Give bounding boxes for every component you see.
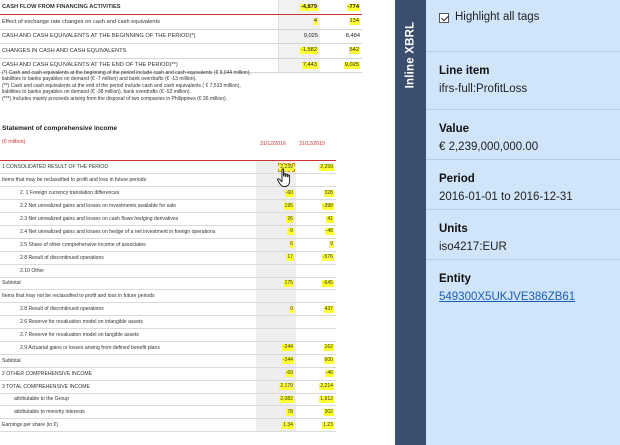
xbrl-tag[interactable]: 9: [330, 241, 333, 248]
value-cell-current: [256, 419, 296, 432]
xbrl-tag[interactable]: -46: [325, 370, 333, 377]
value-cell-prior: [320, 0, 362, 15]
row-label: Items that may not be reclassified to profit and loss in future periods: [0, 290, 256, 303]
value-text: 9,025: [303, 33, 318, 40]
comprehensive-income-table: [0, 161, 336, 432]
value-cell-current: [256, 406, 296, 419]
row-label: 2.3 Net unrealized gains and losses on cash flows hedging derivatives: [0, 213, 256, 226]
value-cell-prior: [296, 225, 336, 238]
xbrl-tag[interactable]: -398: [322, 202, 333, 209]
period-value: 2016-01-01 to 2016-12-31: [439, 191, 573, 203]
value-cell-current: [256, 290, 296, 303]
checkbox-checked-icon[interactable]: [439, 13, 449, 23]
xbrl-tag[interactable]: -48: [325, 228, 333, 235]
xbrl-tag[interactable]: 26: [287, 215, 293, 222]
value-cell-prior: [296, 380, 336, 393]
xbrl-tag[interactable]: -774: [347, 3, 359, 10]
xbrl-tag[interactable]: 302: [324, 408, 333, 415]
table-row: [0, 213, 336, 226]
row-label: CASH AND CASH EQUIVALENTS AT THE BEGINNING OF THE PERIOD(*): [0, 29, 278, 44]
units-label: Units: [439, 223, 468, 235]
table-row: [0, 29, 362, 44]
xbrl-tag[interactable]: -576: [322, 254, 333, 261]
table-row: [0, 393, 336, 406]
value-cell-prior: [296, 264, 336, 277]
soci-unit: (€ million): [2, 139, 26, 145]
value-cell-prior: [296, 393, 336, 406]
xbrl-tag[interactable]: 2,170: [280, 383, 293, 390]
panel-body: [426, 0, 620, 445]
xbrl-tag[interactable]: 2,214: [320, 383, 333, 390]
row-label: 2.8 Result of discontinued operations: [0, 303, 256, 316]
value-cell-prior: [296, 329, 336, 342]
period-section: [426, 160, 620, 210]
value-label: Value: [439, 123, 470, 135]
value-cell-prior: [296, 213, 336, 226]
units-value: iso4217:EUR: [439, 241, 507, 253]
value-cell-current: [256, 225, 296, 238]
row-label: Subtotal: [0, 354, 256, 367]
xbrl-tag[interactable]: 175: [284, 279, 293, 286]
value-cell-prior: [296, 406, 336, 419]
value-section: [426, 110, 620, 160]
entity-link[interactable]: 549300X5UKJVE386ZB61: [439, 291, 576, 303]
row-label: 1 CONSOLIDATED RESULT OF THE PERIOD: [0, 161, 256, 174]
note-line: (***) Includes mainly proceeds arising from the disposal of two companies in Philippines (€ 36 million).: [2, 95, 228, 102]
table-row: [0, 419, 336, 432]
column-header-2016: 31/12/2016: [260, 141, 286, 147]
value-cell-current: [256, 200, 296, 213]
value-cell-prior: [296, 303, 336, 316]
panel-tab-title[interactable]: Inline XBRL: [404, 21, 417, 89]
line-item-section: [426, 52, 620, 110]
value-cell-current: [256, 277, 296, 290]
line-item-label: Line item: [439, 65, 490, 77]
xbrl-tag[interactable]: 6: [290, 241, 293, 248]
line-item-value: ifrs-full:ProfitLoss: [439, 83, 528, 95]
table-row: [0, 44, 362, 59]
cash-flow-table: [0, 0, 362, 73]
value-cell-prior: [296, 354, 336, 367]
row-label: 2.5 Share of other comprehensive income of associates: [0, 238, 256, 251]
value-cell-current: [256, 354, 296, 367]
value-cell-current: [278, 15, 320, 30]
row-label: 2.10 Other: [0, 264, 256, 277]
table-row: [0, 380, 336, 393]
xbrl-tag[interactable]: 195: [284, 202, 293, 209]
xbrl-tag[interactable]: 437: [324, 305, 333, 312]
xbrl-tag[interactable]: -60: [285, 189, 293, 196]
row-label: attributable to the Group: [0, 393, 256, 406]
note-line: liabilities to banks payables on demand (€ -7 million) and bank overdrafts (€ -13 million).: [2, 76, 197, 83]
xbrl-tag[interactable]: 1.23: [323, 421, 333, 428]
table-row: [0, 251, 336, 264]
value-cell-current: [256, 393, 296, 406]
xbrl-tag[interactable]: -69: [285, 370, 293, 377]
value-cell-prior: [296, 316, 336, 329]
xbrl-tag[interactable]: 328: [324, 189, 333, 196]
xbrl-tag[interactable]: -645: [322, 279, 333, 286]
value-cell-current: [256, 213, 296, 226]
value-cell-current: [256, 187, 296, 200]
inline-xbrl-panel: [395, 0, 620, 445]
xbrl-tag[interactable]: -9: [288, 228, 293, 235]
highlight-all-tags-label[interactable]: Highlight all tags: [455, 11, 540, 23]
value-cell-prior: [296, 238, 336, 251]
row-label: CASH AND CASH EQUIVALENTS AT THE END OF THE PERIOD(**): [0, 58, 278, 73]
row-label: attributable to minority interests: [0, 406, 256, 419]
value-cell-current: [256, 380, 296, 393]
value-cell-current: [256, 264, 296, 277]
value-cell-prior: [320, 58, 362, 73]
value-cell-prior: [296, 290, 336, 303]
panel-tab[interactable]: [395, 0, 426, 445]
value-cell-current: [278, 44, 320, 59]
row-label: 2 OTHER COMPREHENSIVE INCOME: [0, 367, 256, 380]
value-cell-prior: [296, 187, 336, 200]
xbrl-tag[interactable]: 134: [349, 18, 359, 25]
value-cell-prior: [320, 15, 362, 30]
value-cell-current: [256, 329, 296, 342]
row-label: 3 TOTAL COMPREHENSIVE INCOME: [0, 380, 256, 393]
value-cell-prior: [320, 29, 362, 44]
row-label: Items that may be reclassified to profit and loss in future periods: [0, 174, 256, 187]
value-cell-current: [278, 0, 320, 15]
xbrl-tag[interactable]: 600: [324, 357, 333, 364]
table-row: [0, 406, 336, 419]
hand-pointer-icon: [276, 168, 294, 188]
row-label: Subtotal: [0, 277, 256, 290]
xbrl-tag[interactable]: -4,879: [300, 3, 317, 10]
value-cell-current: [278, 29, 320, 44]
xbrl-tag[interactable]: -244: [282, 357, 293, 364]
entity-label: Entity: [439, 273, 471, 285]
xbrl-tag[interactable]: 0: [290, 305, 293, 312]
xbrl-tag[interactable]: 2,239: [280, 163, 293, 170]
value-cell-prior: [296, 367, 336, 380]
entity-section: [426, 260, 620, 310]
table-row: [0, 187, 336, 200]
xbrl-tag[interactable]: 78: [287, 408, 293, 415]
row-label: 2. 1 Foreign currency translation differences: [0, 187, 256, 200]
table-row: [0, 316, 336, 329]
xbrl-tag[interactable]: 2,259: [320, 163, 333, 170]
table-row: [0, 354, 336, 367]
soci-title: Statement of comprehensive income: [2, 125, 118, 132]
units-section: [426, 210, 620, 260]
value-cell-prior: [296, 341, 336, 354]
table-row: [0, 264, 336, 277]
row-label: CHANGES IN CASH AND CASH EQUIVALENTS: [0, 44, 278, 59]
value-cell-current: [256, 316, 296, 329]
xbrl-tag[interactable]: 1,912: [320, 395, 333, 402]
cash-flow-notes: [2, 70, 302, 102]
value-cell-current: [256, 341, 296, 354]
row-label: 2.9 Actuarial gains or losses arising from defined benefit plans: [0, 341, 256, 354]
xbrl-tag[interactable]: 2,082: [280, 395, 293, 402]
table-row: [0, 290, 336, 303]
table-row: [0, 329, 336, 342]
period-label: Period: [439, 173, 475, 185]
value-cell-current: [256, 251, 296, 264]
row-label: Effect of exchange rate changes on cash and cash equivalents: [0, 15, 278, 30]
value-cell-prior: [296, 200, 336, 213]
row-label: 2.7 Reserve for revaluation model on tangible assets: [0, 329, 256, 342]
value-cell-prior: [296, 251, 336, 264]
table-row: [0, 341, 336, 354]
note-line: liabilities to banks payables on demand (€ -38 million), bank overdrafts (€ -52 million).: [2, 89, 191, 96]
row-label: 2.2 Net unrealized gains and losses on investments available for sale: [0, 200, 256, 213]
table-row: [0, 200, 336, 213]
row-label: 2.8 Result of discontinued operations: [0, 251, 256, 264]
table-row: [0, 238, 336, 251]
value-cell-current: [256, 367, 296, 380]
value-cell-prior: [320, 44, 362, 59]
value-value: € 2,239,000,000.00: [439, 141, 539, 153]
table-row: [0, 15, 362, 30]
xbrl-tag[interactable]: -244: [282, 344, 293, 351]
xbrl-tag[interactable]: 41: [327, 215, 333, 222]
highlight-all-tags-toggle[interactable]: [426, 0, 620, 52]
value-cell-current: [256, 303, 296, 316]
xbrl-tag[interactable]: 9,025: [344, 61, 359, 68]
table-row: [0, 225, 336, 238]
row-label: Earnings per share (in €): [0, 419, 256, 432]
row-label: 2.6 Reserve for revaluation model on intangible assets: [0, 316, 256, 329]
table-row: [0, 367, 336, 380]
value-text: 8,484: [345, 33, 360, 40]
xbrl-tag[interactable]: -1,582: [300, 47, 317, 54]
value-cell-prior: [296, 161, 336, 174]
table-row: [0, 277, 336, 290]
table-row: [0, 0, 362, 15]
row-label: 2.4 Net unrealized gains and losses on hedge of a net investment in foreign operations: [0, 225, 256, 238]
xbrl-tag[interactable]: 17: [287, 254, 293, 261]
value-cell-prior: [296, 174, 336, 187]
xbrl-tag[interactable]: 4: [313, 18, 317, 25]
value-cell-prior: [296, 419, 336, 432]
xbrl-tag[interactable]: 162: [324, 344, 333, 351]
value-cell-prior: [296, 277, 336, 290]
value-cell-current: [256, 238, 296, 251]
column-header-2015: 31/12/2015: [299, 141, 325, 147]
row-label: CASH FLOW FROM FINANCING ACTIVITIES: [0, 0, 278, 15]
xbrl-tag[interactable]: 7,443: [302, 61, 317, 68]
note-line: (*) Cash and cash equivalents at the beginning of the period include cash and cash equivalents (€ 9,044 million),: [2, 70, 251, 76]
note-line: (**) Cash and cash equivalents at the end of the period include cash and cash equivalents ( € 7,533 million),: [2, 82, 241, 89]
xbrl-tag[interactable]: 1.34: [283, 421, 293, 428]
xbrl-tag[interactable]: 542: [349, 47, 359, 54]
table-row: [0, 303, 336, 316]
